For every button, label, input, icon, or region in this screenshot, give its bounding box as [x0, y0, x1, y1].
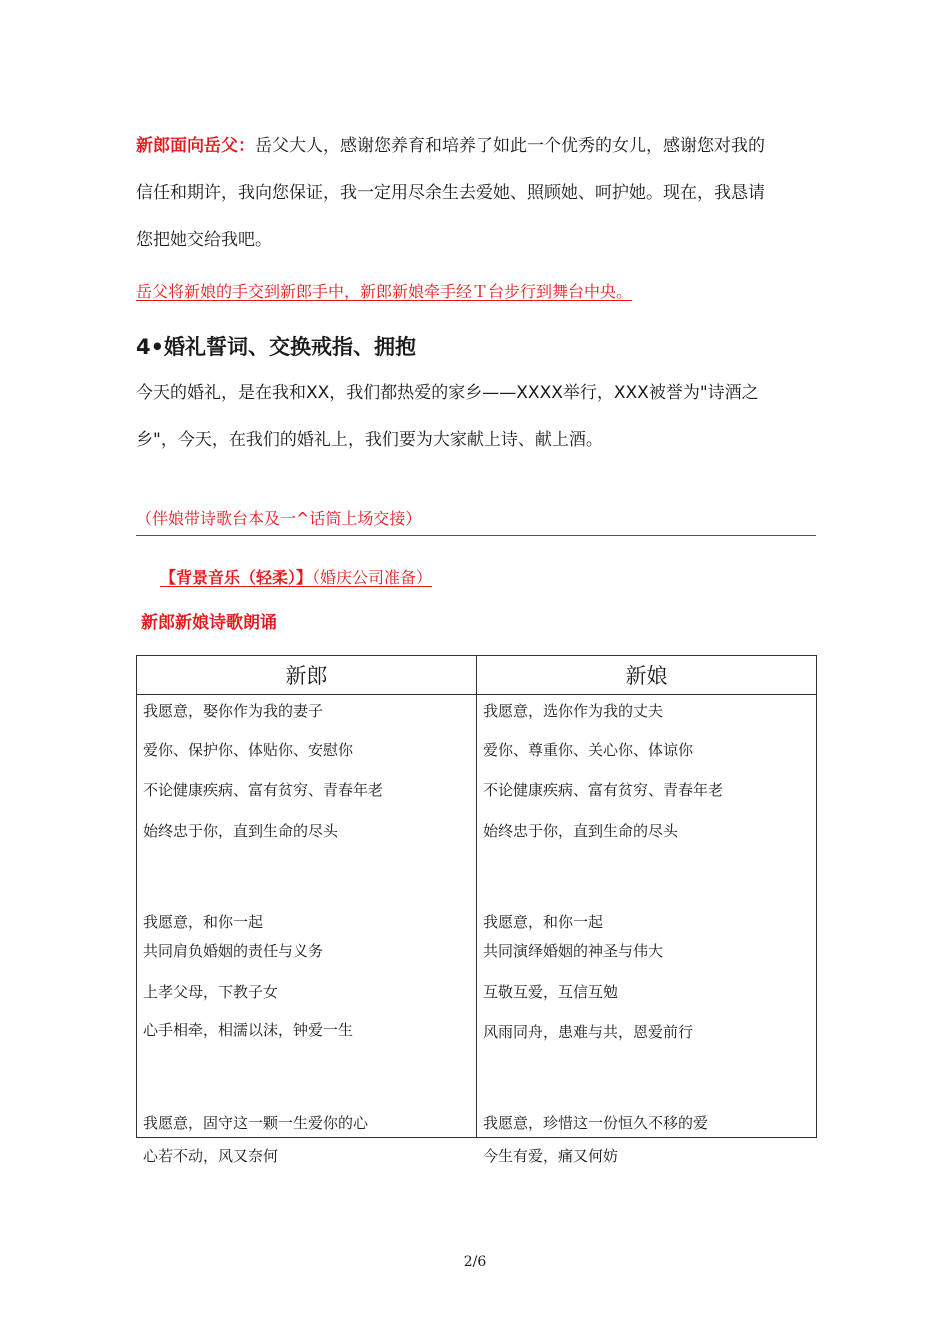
poem-table	[136, 655, 817, 1165]
groom-line: 我愿意，和你一起	[143, 913, 264, 931]
bride-line: 我愿意，珍惜这一份恒久不移的爱	[483, 1114, 709, 1132]
intro-paragraph	[136, 370, 816, 464]
bride-line: 爱你、尊重你、关心你、体谅你	[483, 741, 694, 759]
music-note-bracket: 【背景音乐（轻柔）】	[160, 568, 313, 587]
groom-line: 共同肩负婚姻的责任与义务	[143, 942, 324, 960]
section-heading: 4•婚礼誓词、交换戒指、拥抱	[136, 335, 417, 359]
bridesmaid-note: （伴娘带诗歌台本及一^话筒上场交接）	[136, 509, 422, 528]
bride-line: 不论健康疾病、富有贫穷、青春年老	[483, 781, 724, 799]
bride-line: 我愿意，选你作为我的丈夫	[483, 702, 664, 720]
groom-lines-cell	[137, 695, 477, 1165]
bride-line: 风雨同舟，患难与共，恩爱前行	[483, 1023, 694, 1041]
bride-column-header: 新娘	[477, 656, 817, 695]
groom-line: 上孝父母，下教子女	[143, 983, 279, 1001]
poem-table-body-row	[137, 695, 817, 1138]
groom-line: 始终忠于你，直到生命的尽头	[143, 822, 339, 840]
bride-line: 共同演绎婚姻的神圣与伟大	[483, 942, 664, 960]
groom-line: 不论健康疾病、富有贫穷、青春年老	[143, 781, 384, 799]
bride-line: 互敬互爱，互信互勉	[483, 983, 619, 1001]
music-note	[160, 566, 432, 590]
groom-line: 我愿意，固守这一颗一生爱你的心	[143, 1114, 369, 1132]
music-note-paren: （婚庆公司准备）	[312, 568, 433, 587]
groom-line: 我愿意，娶你作为我的妻子	[143, 702, 324, 720]
groom-speech-line-1: 新郎面向岳父：岳父大人，感谢您养育和培养了如此一个优秀的女儿，感谢您对我的	[136, 136, 765, 156]
poem-title: 新郎新娘诗歌朗诵	[141, 613, 277, 633]
groom-line: 心若不动，风又奈何	[143, 1147, 279, 1165]
groom-column-header: 新郎	[137, 656, 477, 695]
divider	[136, 535, 816, 536]
bride-lines-cell	[477, 695, 817, 1165]
poem-table-header-row	[137, 656, 817, 695]
speaker-label: 新郎面向岳父：	[136, 136, 255, 156]
intro-line-1: 今天的婚礼，是在我和XX，我们都热爱的家乡——XXXX举行，XXX被誉为"诗酒之	[136, 383, 759, 403]
groom-speech-line-2: 信任和期许，我向您保证，我一定用尽余生去爱她、照顾她、呵护她。现在，我恳请	[136, 183, 765, 203]
groom-line: 心手相牵，相濡以沫，钟爱一生	[143, 1021, 354, 1039]
groom-speech	[136, 123, 816, 264]
groom-line: 爱你、保护你、体贴你、安慰你	[143, 741, 354, 759]
stage-direction: 岳父将新娘的手交到新郎手中，新郎新娘牵手经Ｔ台步行到舞台中央。	[136, 282, 633, 301]
bride-line: 始终忠于你，直到生命的尽头	[483, 822, 679, 840]
intro-line-2: 乡"，今天，在我们的婚礼上，我们要为大家献上诗、献上酒。	[136, 430, 603, 450]
page-number: 2/6	[463, 1254, 487, 1270]
groom-speech-line-3: 您把她交给我吧。	[136, 230, 272, 250]
bride-line: 今生有爱，痛又何妨	[483, 1147, 619, 1165]
bride-line: 我愿意，和你一起	[483, 913, 604, 931]
